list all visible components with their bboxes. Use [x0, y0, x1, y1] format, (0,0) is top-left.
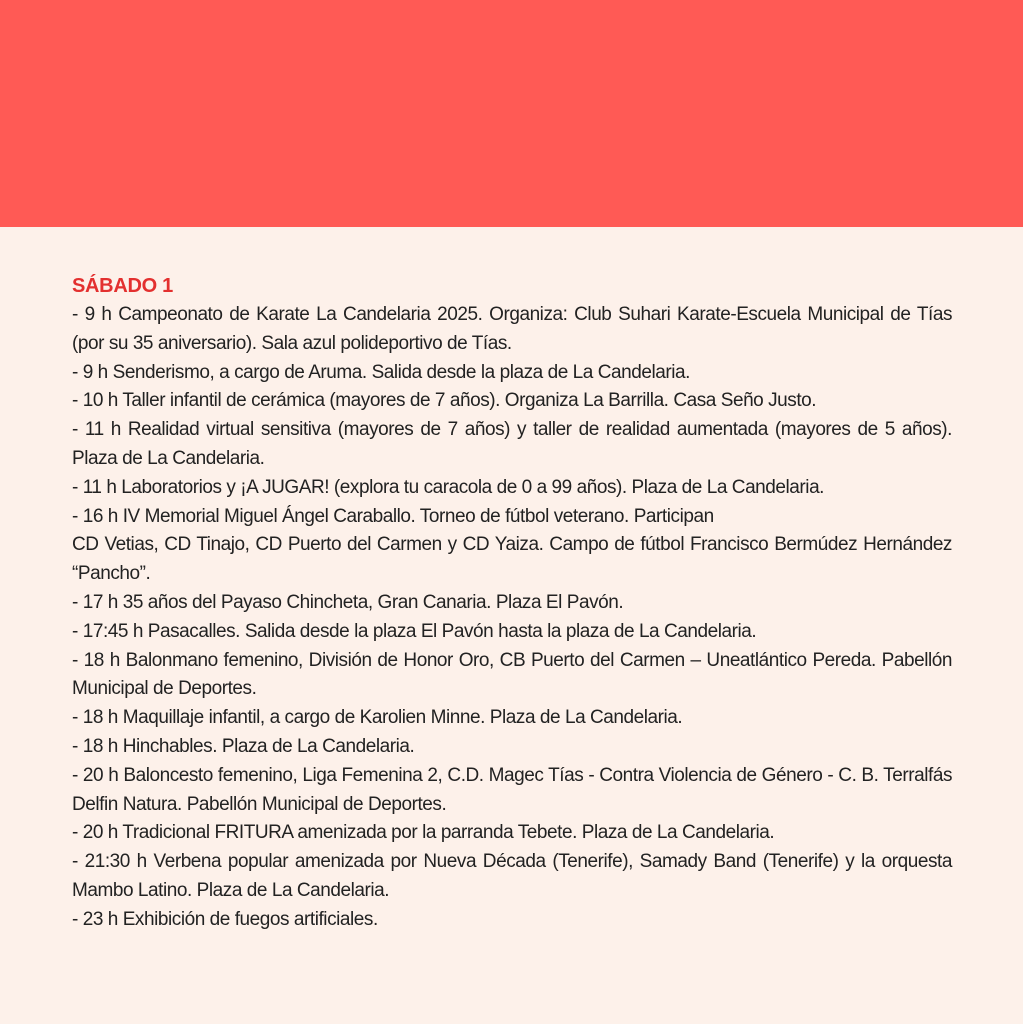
event-item: - 20 h Tradicional FRITURA amenizada por la parranda Tebete. Plaza de La Candelaria. — [72, 822, 775, 844]
event-item: - 17 h 35 años del Payaso Chincheta, Gran Canaria. Plaza El Pavón. — [72, 591, 624, 613]
event-item: - 9 h Senderismo, a cargo de Aruma. Salida desde la plaza de La Candelaria. — [72, 361, 690, 383]
event-item: - 11 h Laboratorios y ¡A JUGAR! (explora tu caracola de 0 a 99 años). Plaza de La Candelaria. — [72, 476, 825, 498]
event-item: - 10 h Taller infantil de cerámica (mayores de 7 años). Organiza La Barrilla. Casa Seño Justo. — [72, 390, 817, 412]
event-item: - 17:45 h Pasacalles. Salida desde la plaza El Pavón hasta la plaza de La Candelaria. — [72, 620, 757, 642]
event-item: - 18 h Hinchables. Plaza de La Candelaria. — [72, 735, 415, 757]
top-banner — [0, 0, 1023, 227]
day-title: SÁBADO 1 — [72, 275, 173, 297]
event-item: - 16 h IV Memorial Miguel Ángel Caraballo. Torneo de fútbol veterano. Participan — [72, 505, 714, 527]
schedule-content — [72, 272, 952, 935]
event-item: - 18 h Maquillaje infantil, a cargo de Karolien Minne. Plaza de La Candelaria. — [72, 707, 683, 729]
event-item: CD Vetias, CD Tinajo, CD Puerto del Carmen y CD Yaiza. Campo de fútbol Francisco Bermúdez Hernández “Pancho”. — [72, 534, 952, 585]
event-item: - 9 h Campeonato de Karate La Candelaria 2025. Organiza: Club Suhari Karate-Escuela Municipal de Tías (por su 35 aniversario). Sala azul polideportivo de Tías. — [72, 304, 952, 354]
event-item: - 18 h Balonmano femenino, División de Honor Oro, CB Puerto del Carmen – Uneatlántico Pereda. Pabellón Municipal de Deportes. — [72, 649, 952, 700]
event-item: - 23 h Exhibición de fuegos artificiales. — [72, 908, 378, 930]
event-item: - 20 h Baloncesto femenino, Liga Femenina 2, C.D. Magec Tías - Contra Violencia de Género - C. B. Terralfás Delfin Natura. Pabellón Municipal de Deportes. — [72, 764, 952, 815]
event-list — [72, 301, 952, 935]
event-item: - 21:30 h Verbena popular amenizada por Nueva Década (Tenerife), Samady Band (Tenerife) y la orquesta Mambo Latino. Plaza de La Candelaria. — [72, 851, 952, 901]
event-item: - 11 h Realidad virtual sensitiva (mayores de 7 años) y taller de realidad aumentada (mayores de 5 años). Plaza de La Candelaria. — [72, 419, 952, 469]
